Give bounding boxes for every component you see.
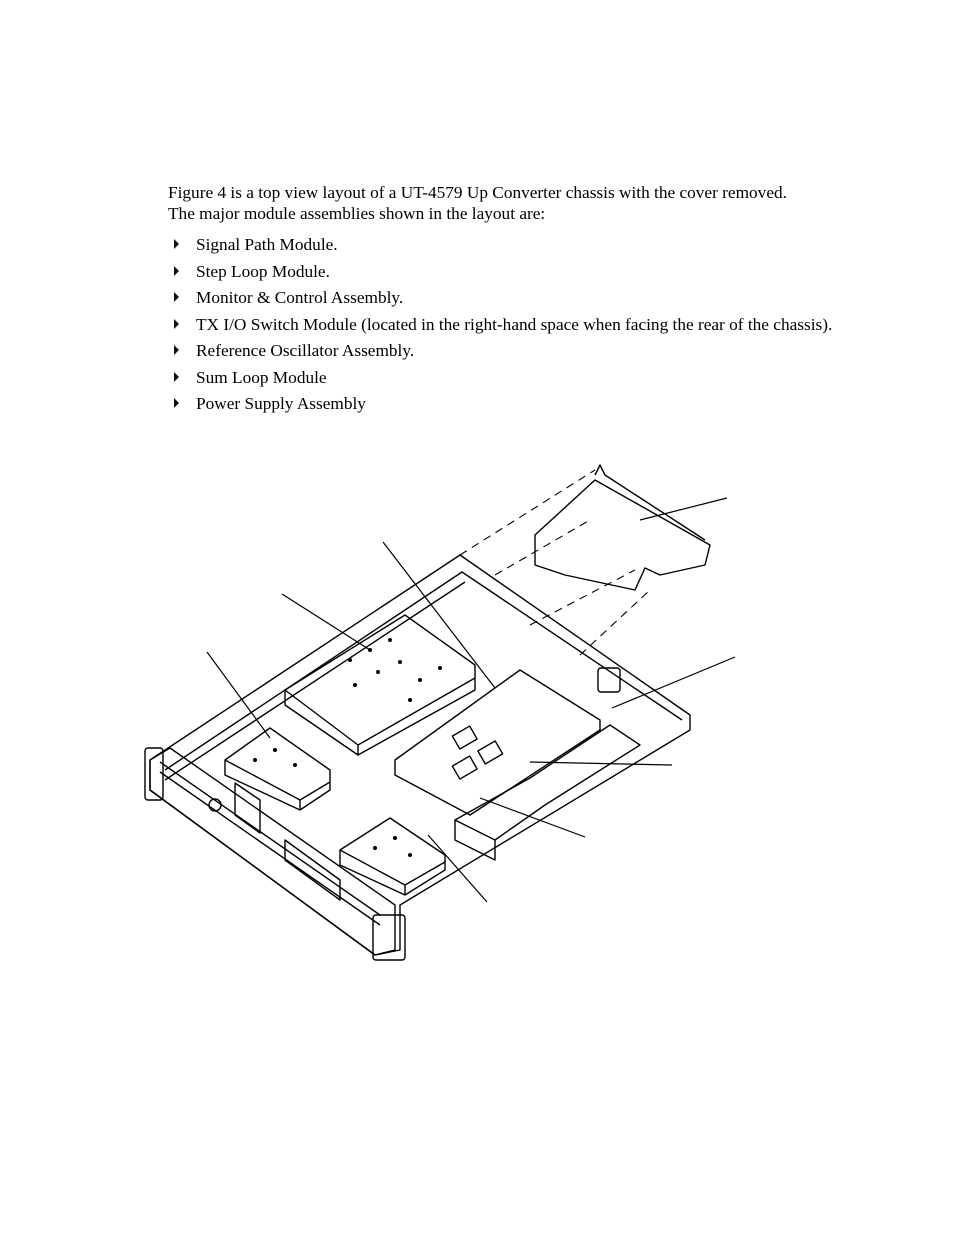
list-item: Reference Oscillator Assembly. [172, 340, 872, 361]
chassis-drawing [130, 455, 750, 975]
front-panel [150, 748, 395, 955]
leader-line [640, 498, 727, 520]
module-list [172, 234, 872, 420]
intro-line-2: The major module assemblies shown in the layout are: [168, 204, 546, 223]
leader-line [428, 835, 487, 902]
tx-io-switch-bracket [535, 480, 710, 590]
list-item: TX I/O Switch Module (located in the right-hand space when facing the rear of the chassis). [172, 314, 872, 335]
leader-line [282, 594, 370, 650]
monitor-control-board [395, 670, 600, 815]
list-item: Sum Loop Module [172, 367, 872, 388]
bullet-icon [174, 319, 179, 329]
bullet-icon [174, 239, 179, 249]
bullet-icon [174, 292, 179, 302]
signal-path-module [285, 615, 475, 755]
sum-loop-module [340, 818, 445, 895]
intro-line-1: Figure 4 is a top view layout of a UT-4579 Up Converter chassis with the cover removed. [168, 183, 787, 202]
list-item: Power Supply Assembly [172, 393, 872, 414]
chassis-inner-rail [165, 572, 682, 780]
leader-line [480, 798, 585, 837]
list-item: Signal Path Module. [172, 234, 872, 255]
leader-line [207, 652, 270, 738]
bullet-icon [174, 266, 179, 276]
chassis-layout-figure [130, 455, 750, 975]
list-item: Monitor & Control Assembly. [172, 287, 872, 308]
bullet-icon [174, 398, 179, 408]
bullet-icon [174, 345, 179, 355]
leader-line [383, 542, 495, 688]
intro-paragraph [168, 182, 868, 224]
leader-line [612, 657, 735, 708]
bullet-icon [174, 372, 179, 382]
list-item: Step Loop Module. [172, 261, 872, 282]
